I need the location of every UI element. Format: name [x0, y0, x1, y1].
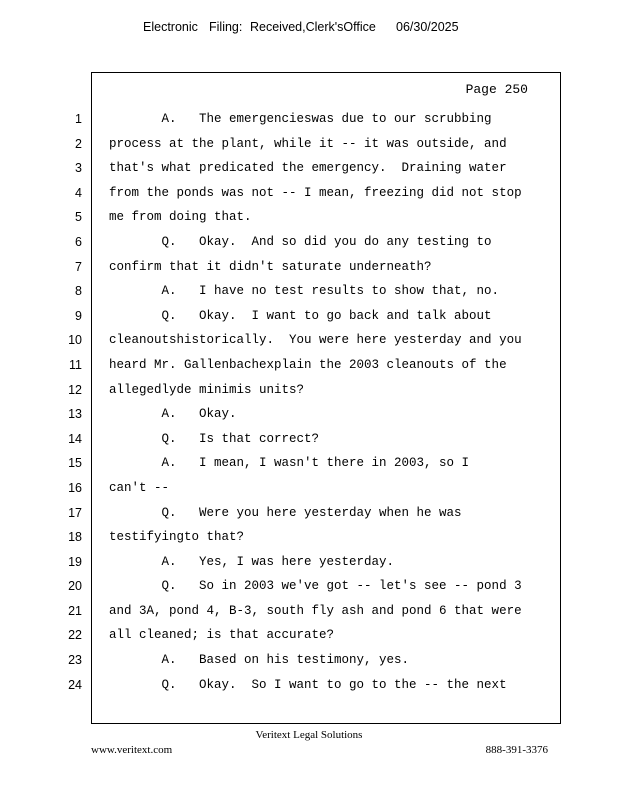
header-received: Received,Clerk'sOffice	[250, 20, 376, 34]
transcript-line: process at the plant, while it -- it was outside, and	[109, 136, 507, 151]
line-number: 10	[68, 333, 82, 348]
transcript-line: all cleaned; is that accurate?	[109, 628, 335, 643]
transcript-text	[109, 111, 554, 701]
line-number: 18	[68, 530, 82, 545]
line-number: 12	[68, 382, 82, 397]
line-number: 2	[75, 136, 82, 151]
line-number: 17	[68, 505, 82, 520]
line-number: 24	[68, 677, 82, 692]
line-number: 6	[75, 234, 82, 249]
header-filing: Filing:	[209, 20, 243, 34]
line-number: 14	[68, 431, 82, 446]
transcript-line: allegedlyde minimis units?	[109, 382, 305, 397]
line-number: 19	[68, 554, 82, 569]
line-number: 8	[75, 284, 82, 299]
filing-header	[0, 20, 618, 38]
line-number: 22	[68, 628, 82, 643]
footer-company: Veritext Legal Solutions	[255, 729, 363, 741]
transcript-line: A. Okay.	[109, 407, 237, 422]
line-number: 4	[75, 185, 82, 200]
footer-phone: 888-391-3376	[485, 744, 548, 756]
transcript-line: that's what predicated the emergency. Draining water	[109, 161, 507, 176]
header-date: 06/30/2025	[396, 20, 459, 34]
transcript-line: can't --	[109, 480, 170, 495]
transcript-line: A. I have no test results to show that, no.	[109, 284, 500, 299]
transcript-line: A. Yes, I was here yesterday.	[109, 554, 395, 569]
line-number: 23	[68, 653, 82, 668]
line-number: 5	[75, 210, 82, 225]
transcript-line: me from doing that.	[109, 210, 252, 225]
line-number: 16	[68, 480, 82, 495]
header-electronic: Electronic	[143, 20, 198, 34]
transcript-line: A. The emergencieswas due to our scrubbing	[109, 112, 492, 126]
line-number: 9	[75, 308, 82, 323]
transcript-line: Q. Is that correct?	[109, 431, 320, 446]
line-number: 13	[68, 407, 82, 422]
transcript-line: heard Mr. Gallenbachexplain the 2003 cleanouts of the	[109, 357, 507, 372]
transcript-line: testifyingto that?	[109, 530, 245, 545]
transcript-line: confirm that it didn't saturate underneath?	[109, 259, 432, 274]
line-number: 1	[75, 112, 82, 126]
transcript-line: and 3A, pond 4, B-3, south fly ash and pond 6 that were	[109, 603, 522, 618]
transcript-line: cleanoutshistorically. You were here yesterday and you	[109, 333, 522, 348]
line-number: 7	[75, 259, 82, 274]
transcript-line: Q. Okay. I want to go back and talk about	[109, 308, 492, 323]
transcript-line: Q. Okay. So I want to go to the -- the next	[109, 677, 507, 692]
transcript-line: Q. Were you here yesterday when he was	[109, 505, 462, 520]
line-number: 20	[68, 579, 82, 594]
footer-website: www.veritext.com	[91, 744, 173, 756]
line-number: 21	[68, 603, 82, 618]
transcript-line: Q. Okay. And so did you do any testing to	[109, 234, 492, 249]
line-number-column	[68, 111, 82, 701]
page-number: Page 250	[465, 82, 528, 97]
transcript-line: A. Based on his testimony, yes.	[109, 653, 410, 668]
line-number: 11	[69, 357, 82, 372]
transcript-line: A. I mean, I wasn't there in 2003, so I	[109, 456, 470, 471]
line-number: 3	[75, 161, 82, 176]
transcript-line: Q. So in 2003 we've got -- let's see -- pond 3	[109, 579, 522, 594]
transcript-line: from the ponds was not -- I mean, freezing did not stop	[109, 185, 522, 200]
line-number: 15	[68, 456, 82, 471]
